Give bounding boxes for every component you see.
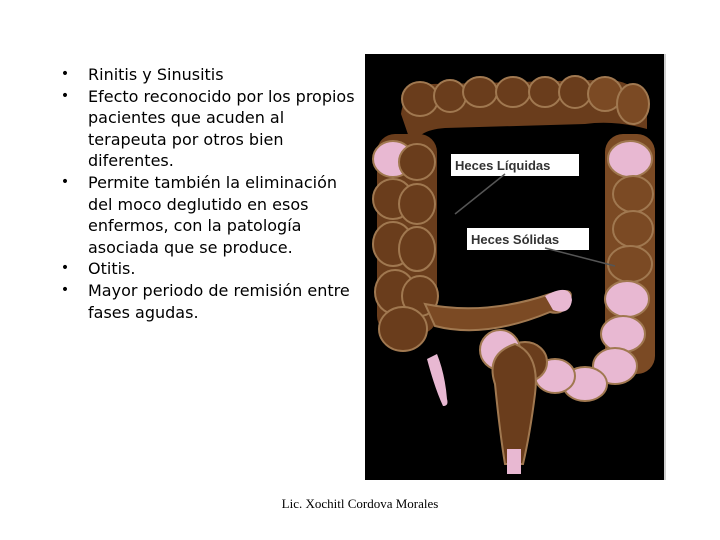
pointer-liquid (455, 174, 505, 214)
bullet-list (58, 64, 358, 323)
footer-author: Lic. Xochitl Cordova Morales (281, 496, 439, 511)
bullet-item: • Efecto reconocido por los propios pacientes que acuden al terapeuta por otros bien diferentes. (58, 86, 358, 172)
bullet-item: • Mayor periodo de remisión entre fases agudas. (58, 280, 358, 323)
bullet-dot-icon: • (60, 66, 70, 82)
pointer-solid (545, 248, 615, 266)
bullet-dot-icon: • (60, 260, 70, 277)
label-solid: Heces Sólidas (471, 232, 560, 247)
bullet-item: • Rinitis y Sinusitis (58, 64, 358, 86)
bullet-dot-icon: • (60, 281, 70, 298)
bullet-dot-icon: • (60, 87, 70, 104)
appendix (427, 354, 448, 406)
bullet-dot-icon: • (60, 173, 70, 190)
ascending-colon (373, 134, 438, 351)
label-liquid: Heces Líquidas (455, 158, 551, 173)
bullet-item: • Permite también la eliminación del moco deglutido en esos enfermos, con la patología asociada que se produce. (58, 172, 358, 258)
colon-illustration (365, 54, 666, 480)
sigmoid-rectum (480, 330, 607, 474)
colon-diagram-svg (365, 54, 664, 480)
descending-colon (593, 134, 655, 384)
bullet-item: • Otitis. (58, 258, 358, 280)
